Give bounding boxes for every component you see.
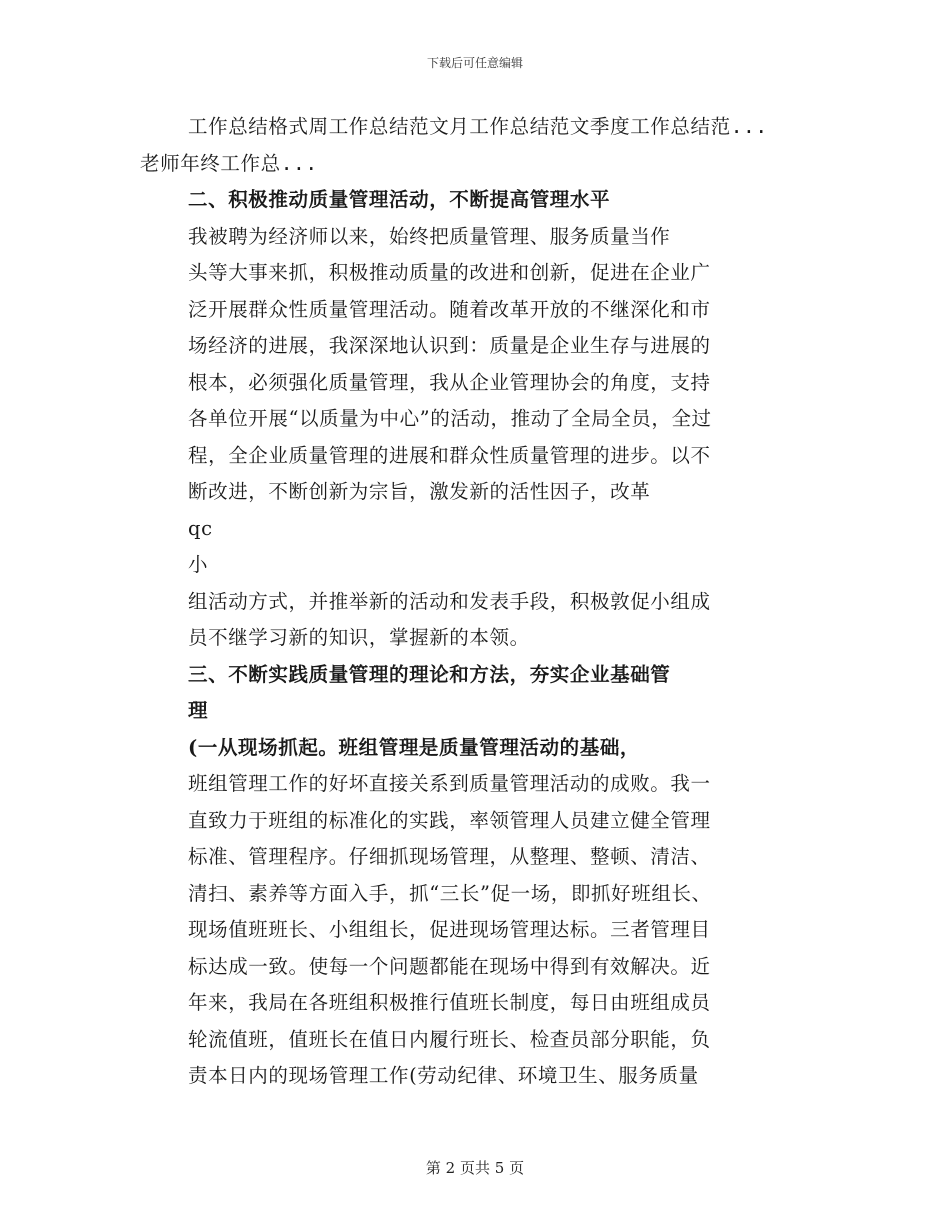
paragraph-line: 标达成一致。使每一个问题都能在现场中得到有效解决。近 — [188, 954, 711, 978]
paragraph-line: 直致力于班组的标准化的实践，率领管理人员建立健全管理 — [188, 808, 711, 832]
paragraph-line: 组活动方式，并推举新的活动和发表手段，积极敦促小组成 — [188, 589, 711, 613]
section-heading-2: 二、积极推动质量管理活动，不断提高管理水平 — [188, 188, 611, 211]
summary-title-line-1: 工作总结格式周工作总结范文月工作总结范文季度工作总结范... — [188, 115, 768, 138]
summary-title-line-2: 老师年终工作总... — [140, 151, 318, 175]
paragraph-line: 轮流值班，值班长在值日内履行班长、检查员部分职能，负 — [188, 1027, 711, 1051]
page-header: 下载后可任意编辑 — [426, 56, 523, 70]
paragraph-line: 小 — [188, 553, 209, 576]
paragraph-line: 我被聘为经济师以来，始终把质量管理、服务质量当作 — [188, 224, 671, 248]
paragraph-line: 断改进，不断创新为宗旨，激发新的活性因子，改革 — [188, 480, 651, 503]
subsection-heading-1: (一从现场抓起。班组管理是质量管理活动的基础， — [188, 735, 641, 759]
paragraph-line: 泛开展群众性质量管理活动。随着改革开放的不继深化和市 — [188, 297, 711, 321]
paragraph-line: 年来，我局在各班组积极推行值班长制度，每日由班组成员 — [188, 991, 711, 1014]
paragraph-line: 责本日内的现场管理工作(劳动纪律、环境卫生、服务质量 — [188, 1064, 699, 1087]
paragraph-line: 头等大事来抓，积极推动质量的改进和创新，促进在企业广 — [188, 261, 711, 284]
section-heading-3: 三、不断实践质量管理的理论和方法，夯实企业基础管 — [188, 662, 671, 686]
paragraph-line: 清扫、素养等方面入手，抓“三长”促一场，即抓好班组长、 — [188, 881, 712, 905]
paragraph-line: 场经济的进展，我深深地认识到：质量是企业生存与进展的 — [188, 334, 711, 357]
document-body — [140, 109, 840, 1095]
paragraph-line: 程，全企业质量管理的进展和群众性质量管理的进步。以不 — [188, 443, 711, 467]
section-heading-3-cont: 理 — [188, 699, 209, 722]
paragraph-line: qc — [188, 516, 213, 540]
paragraph-line: 员不继学习新的知识，掌握新的本领。 — [188, 626, 530, 649]
paragraph-line: 班组管理工作的好坏直接关系到质量管理活动的成败。我一 — [188, 772, 711, 795]
paragraph-line: 各单位开展“以质量为中心”的活动，推动了全局全员，全过 — [188, 407, 712, 430]
paragraph-line: 标准、管理程序。仔细抓现场管理，从整理、整顿、清洁、 — [188, 845, 711, 868]
paragraph-line: 根本，必须强化质量管理，我从企业管理协会的角度，支持 — [188, 370, 711, 394]
page-footer: 第 2 页共 5 页 — [425, 1159, 525, 1177]
paragraph-line: 现场值班班长、小组组长，促进现场管理达标。三者管理目 — [188, 918, 711, 941]
